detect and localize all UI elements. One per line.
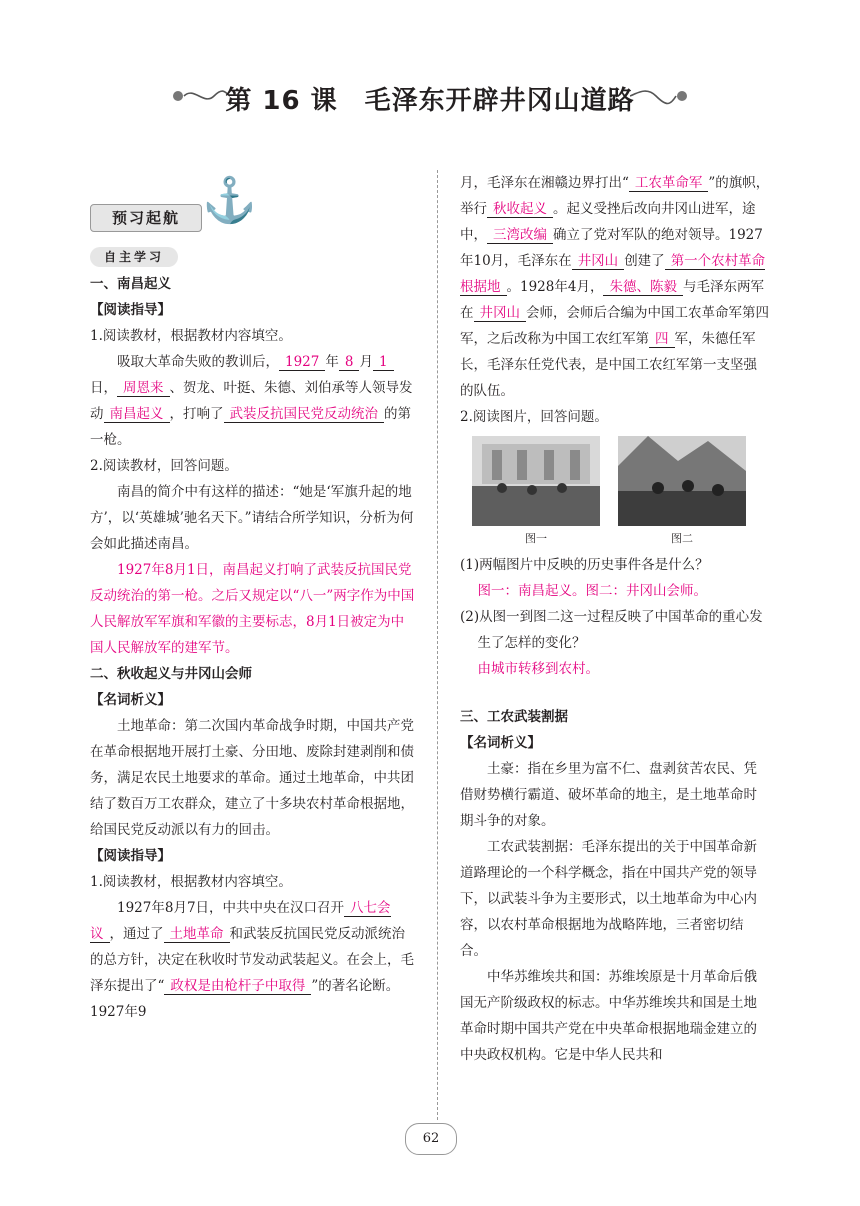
photo-row: [472, 436, 770, 526]
term-explanation-label: 【名词析义】: [90, 692, 171, 708]
question-2-answer: 1927年8月1日，南昌起义打响了武装反抗国民党反动统治的第一枪。之后又规定以“八一”两字作为中国人民解放军军旗和军徽的主要标志，8月1日被定为中国人民解放军的建军节。: [90, 562, 415, 656]
photo-jinggangshan-meeting: [618, 436, 746, 526]
term-armed-separatism: 工农武装割据：毛泽东提出的关于中国革命新道路理论的一个科学概念，指在中国共产党的领导下，以武装斗争为主要形式，以土地革命为中心内容，以农村革命根据地为战略阵地，三者密切结合。: [460, 839, 757, 959]
question-3-intro: 1.阅读教材，根据教材内容填空。: [90, 874, 292, 890]
left-column: [90, 170, 415, 1025]
answer-blank: 政权是由枪杆子中取得: [164, 978, 311, 995]
answer-blank: 土地革命: [164, 926, 230, 943]
answer-blank: 秋收起义: [487, 201, 553, 218]
page-number: 62: [405, 1123, 457, 1155]
right-title-ornament: [630, 84, 690, 108]
question-2-text: 南昌的简介中有这样的描述：“她是‘军旗升起的地方’，以‘英雄城’驰名天下。”请结合所学知识，分析为何会如此描述南昌。: [90, 484, 414, 552]
answer-blank: 三湾改编: [487, 227, 553, 244]
reading-guide-label: 【阅读指导】: [90, 848, 171, 864]
section-2-heading: 二、秋收起义与井冈山会师: [90, 666, 252, 682]
answer-blank: 1927: [279, 354, 325, 371]
answer-blank: 朱德、陈毅: [603, 279, 683, 296]
question-4-2: (2)从图一到图二这一过程反映了中国革命的重心发生了怎样的变化？: [460, 609, 763, 651]
self-study-badge: 自主学习: [90, 247, 178, 267]
figure-2-caption: 图二: [671, 532, 693, 545]
answer-blank: 南昌起义: [104, 406, 170, 423]
preview-banner: [90, 174, 415, 234]
answer-blank: 八七会议: [90, 900, 391, 942]
answer-blank: 井冈山: [474, 305, 527, 322]
question-1-text: 吸取大革命失败的教训后， 1927 年 8 月 1日， 周恩来 、贺龙、叶挺、朱德、刘伯承等人领导发动 南昌起义 ，打响了 武装反抗国民党反动统治 的第一枪。: [90, 354, 413, 448]
question-4-intro: 2.阅读图片，回答问题。: [460, 409, 608, 425]
answer-blank: 1: [373, 354, 394, 371]
anchor-icon: ⚓: [202, 175, 257, 226]
answer-blank: 四: [649, 331, 675, 348]
section-1-heading: 一、南昌起义: [90, 276, 171, 292]
term-explanation-label: 【名词析义】: [460, 735, 541, 751]
answer-blank: 武装反抗国民党反动统治: [224, 406, 385, 423]
reading-guide-label: 【阅读指导】: [90, 302, 171, 318]
right-column: [460, 170, 770, 1068]
answer-blank: 8: [339, 354, 360, 371]
question-2-intro: 2.阅读教材，回答问题。: [90, 458, 238, 474]
term-soviet-republic: 中华苏维埃共和国：苏维埃原是十月革命后俄国无产阶级政权的标志。中华苏维埃共和国是土地革命时期中国共产党在中央革命根据地瑞金建立的中央政权机构。它是中华人民共和: [460, 969, 757, 1063]
question-3-text: 1927年8月7日，中共中央在汉口召开 八七会议 ，通过了 土地革命 和武装反抗国民党反动派统治的总方针，决定在秋收时节发动武装起义。在会上，毛泽东提出了“ 政权是由枪杆子中取得 ”的著名论断。1927年9: [90, 900, 414, 1020]
term-land-revolution: 土地革命：第二次国内革命战争时期，中国共产党在革命根据地开展打土豪、分田地、废除封建剥削和债务，满足农民土地要求的革命。通过土地革命，中共团结了数百万工农群众，建立了十多块农村革命根据地，给国民党反动派以有力的回击。: [90, 718, 414, 838]
answer-blank: 工农革命军: [629, 175, 709, 192]
photo-nanchang-uprising: [472, 436, 600, 526]
question-1-intro: 1.阅读教材，根据教材内容填空。: [90, 328, 292, 344]
photo-captions: [472, 526, 770, 552]
answer-blank: 第一个农村革命根据地: [460, 253, 766, 295]
page-title: 第 16 课 毛泽东开辟井冈山道路: [225, 86, 635, 116]
section-3-heading: 三、工农武装割据: [460, 709, 568, 725]
question-4-1: (1)两幅图片中反映的历史事件各是什么？: [460, 557, 709, 573]
term-tuhao: 土豪：指在乡里为富不仁、盘剥贫苦农民、凭借财势横行霸道、破坏革命的地主，是土地革命时期斗争的对象。: [460, 761, 757, 829]
answer-blank: 井冈山: [572, 253, 625, 270]
answer-blank: 周恩来: [117, 380, 170, 397]
question-3-continued: 月，毛泽东在湘赣边界打出“ 工农革命军 ”的旗帜，举行 秋收起义 。起义受挫后改向井冈山进军，途中， 三湾改编 确立了党对军队的绝对领导。1927年10月，毛泽东在 井冈山 创建了 第一个农村革命根据地 。1928年4月， 朱德、陈毅 与毛泽东两军在 井冈山 会师，会师后合编为中国工农革命军第四军，之后改称为中国工农红军第 四 军，朱德任军长，毛泽东任党代表，是中国工农红军第一支坚强的队伍。: [460, 175, 770, 399]
figure-1-caption: 图一: [525, 532, 547, 545]
column-divider: [437, 170, 438, 1120]
question-4-2-answer: 由城市转移到农村。: [477, 661, 600, 677]
banner-label: 预习起航: [90, 204, 202, 232]
question-4-1-answer: 图一：南昌起义。图二：井冈山会师。: [477, 583, 708, 599]
